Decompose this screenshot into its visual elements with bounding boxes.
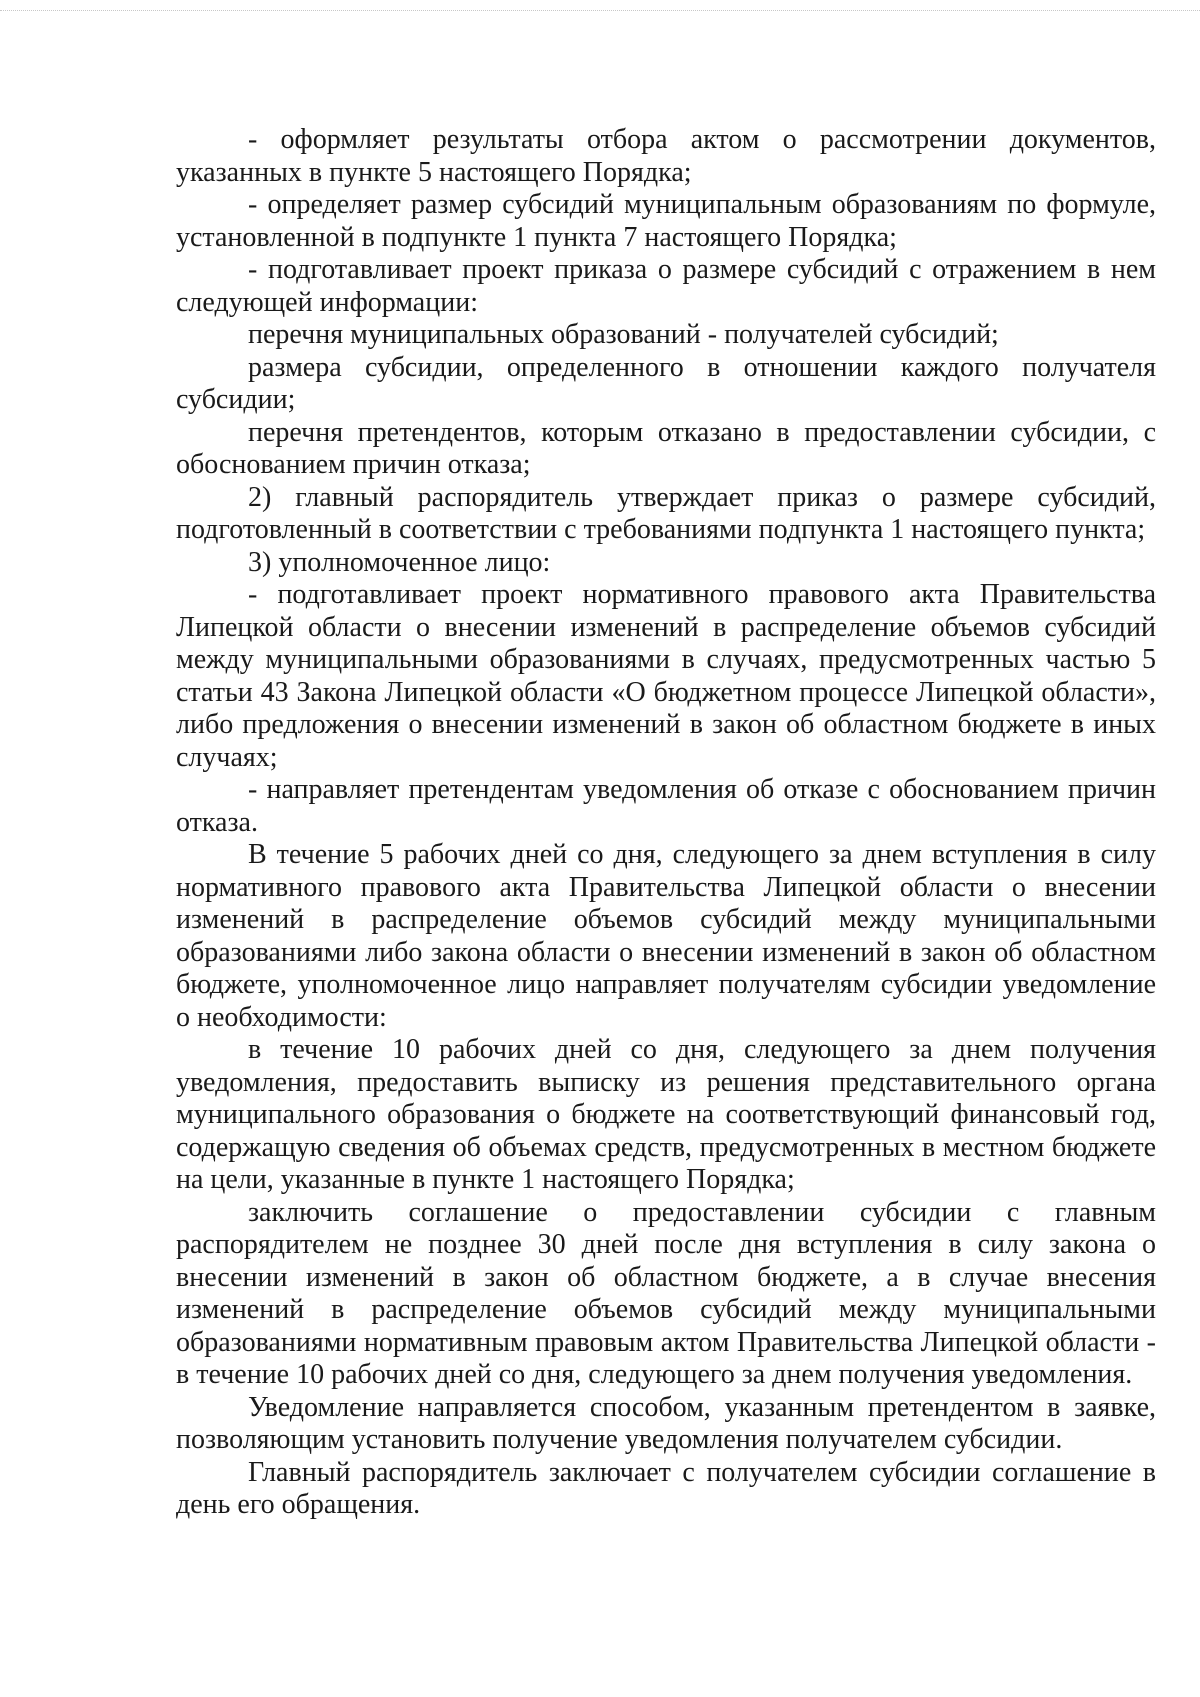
paragraph-2: - определяет размер субсидий муниципальным образованиям по формуле, установленной в подпункте 1 пункта 7 настоящего Порядка; xyxy=(176,189,1156,253)
paragraph-9: - подготавливает проект нормативного правового акта Правительства Липецкой области о внесении изменений в распределение объемов субсидий между муниципальными образованиями в случаях, предусмотренных частью 5 статьи 43 Закона Липецкой области «О бюджетном процессе Липецкой области», либо предложения о внесении изменений в закон об областном бюджете в иных случаях; xyxy=(176,579,1156,773)
paragraph-4: перечня муниципальных образований - получателей субсидий; xyxy=(248,319,999,350)
paragraph-13: заключить соглашение о предоставлении субсидии с главным распорядителем не позднее 30 дней после дня вступления в силу закона о внесении изменений в закон об областном бюджете, а в случае внесения изменений в распределение объемов субсидий между муниципальными образованиями нормативным правовым актом Правительства Липецкой области - в течение 10 рабочих дней со дня, следующего за днем получения уведомления. xyxy=(176,1196,1156,1390)
paragraph-10: - направляет претендентам уведомления об отказе с обоснованием причин отказа. xyxy=(176,774,1156,838)
paragraph-8: 3) уполномоченное лицо: xyxy=(248,546,551,578)
paragraph-12: в течение 10 рабочих дней со дня, следующего за днем получения уведомления, предоставить выписку из решения представительного органа муниципального образования о бюджете на соответствующий финансовый год, содержащую сведения об объемах средств, предусмотренных в местном бюджете на цели, указанные в пункте 1 настоящего Порядка; xyxy=(176,1034,1156,1195)
document-body xyxy=(176,124,1156,1522)
page-top-edge xyxy=(0,10,1200,11)
paragraph-3: - подготавливает проект приказа о размере субсидий с отражением в нем следующей информации: xyxy=(176,254,1156,318)
paragraph-5: размера субсидии, определенного в отношении каждого получателя субсидии; xyxy=(176,351,1156,415)
paragraph-11: В течение 5 рабочих дней со дня, следующего за днем вступления в силу нормативного правового акта Правительства Липецкой области о внесении изменений в распределение объемов субсидий между муниципальными образованиями либо закона области о внесении изменений в закон об областном бюджете, уполномоченное лицо направляет получателям субсидии уведомление о необходимости: xyxy=(176,839,1156,1033)
paragraph-6: перечня претендентов, которым отказано в предоставлении субсидии, с обоснованием причин отказа; xyxy=(176,416,1156,480)
paragraph-14: Уведомление направляется способом, указанным претендентом в заявке, позволяющим установить получение уведомления получателем субсидии. xyxy=(176,1391,1156,1455)
paragraph-7: 2) главный распорядитель утверждает приказ о размере субсидий, подготовленный в соответствии с требованиями подпункта 1 настоящего пункта; xyxy=(176,481,1156,545)
paragraph-1: - оформляет результаты отбора актом о рассмотрении документов, указанных в пункте 5 настоящего Порядка; xyxy=(176,124,1156,188)
paragraph-15: Главный распорядитель заключает с получателем субсидии соглашение в день его обращения. xyxy=(176,1456,1156,1520)
